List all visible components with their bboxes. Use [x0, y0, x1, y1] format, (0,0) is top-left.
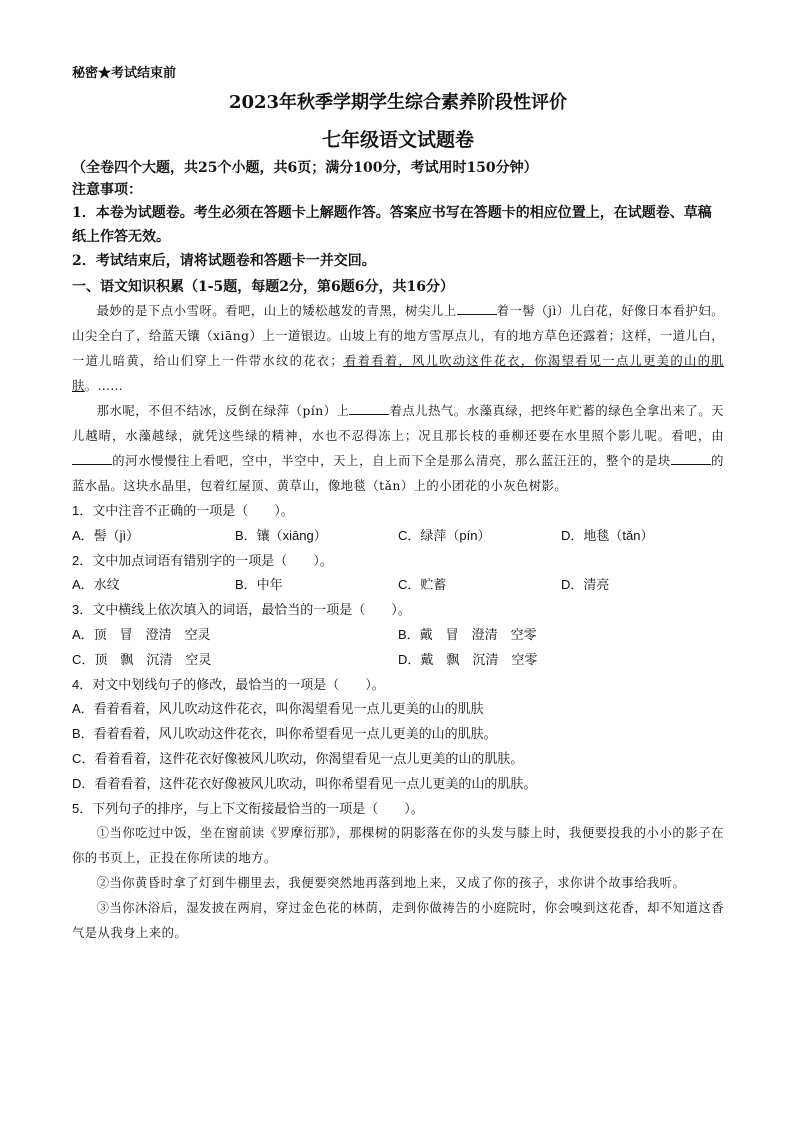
secret-label: 秘密★考试结束前 [72, 66, 177, 81]
answer-option: C．看着看着，这件花衣好像被风儿吹动，你渴望看见一点儿更美的山的肌肤。 [72, 750, 524, 766]
passage-text: 的蓝水晶。这块水晶里，包着红屋顶、黄草山，像地毯（tǎn）上的小团花的小灰色树影。 [72, 454, 724, 493]
answer-option: D．戴 飘 沉清 空零 [398, 651, 538, 667]
option-row [72, 648, 724, 673]
option-row [72, 573, 724, 598]
passage-paragraph [72, 399, 724, 499]
answer-option: B．戴 冒 澄清 空零 [398, 626, 537, 642]
passage-text: 的河水慢慢往上看吧，空中，半空中，天上，自上而下全是那么清亮，那么蓝汪汪的，整个的是块 [112, 454, 671, 468]
fill-blank [671, 452, 711, 465]
answer-option: D．地毯（tǎn） [561, 527, 654, 543]
passage-text: 着一髻（jì）儿白花，好像日本看护妇。山尖全白了，给蓝天镶（xiāng）上一道银边。山坡上有的地方雪厚点儿，有的地方草色还露着；这样，一道儿白，一道儿暗黄，给山们穿上一件带水纹的花衣； [72, 304, 724, 368]
answer-option: D．看着看着，这件花衣好像被风儿吹动，叫你希望看见一点儿更美的山的肌肤。 [72, 775, 537, 791]
option-row [72, 524, 724, 549]
answer-option: A．水纹 [72, 577, 120, 593]
answer-option: C．贮蓄 [398, 577, 447, 593]
question-stem: 2．文中加点词语有错别字的一项是（ ）。 [72, 552, 333, 568]
question-list [72, 499, 724, 821]
answer-option: B．看着看着，风儿吹动这件花衣，叫你希望看见一点儿更美的山的肌肤。 [72, 726, 497, 742]
exam-title: 2023年秋季学期学生综合素养阶段性评价 [228, 92, 568, 113]
passage-text: 着点儿热气。水藻真绿，把终年贮蓄的绿色全拿出来了。天儿越晴，水藻越绿，就凭这些绿的精神，水也不忍得冻上；况且那长枝的垂柳还要在水里照个影儿呢。看吧，由 [72, 404, 724, 443]
answer-option: A．看着看着，风儿吹动这件花衣，叫你渴望看见一点儿更美的山的肌肤 [72, 701, 484, 717]
ordering-sentence: ③当你沐浴后，湿发披在两肩，穿过金色花的林荫，走到你做祷告的小庭院时，你会嗅到这花香，却不知道这香气是从我身上来的。 [72, 901, 724, 941]
fill-blank [457, 302, 497, 315]
ordering-sentence: ①当你吃过中饭，坐在窗前读《罗摩衍那》，那棵树的阴影落在你的头发与膝上时，我便要投我的小小的影子在你的书页上，正投在你所读的地方。 [72, 826, 724, 866]
ordering-sentence: ②当你黄昏时拿了灯到牛棚里去，我便要突然地再落到地上来，又成了你的孩子，求你讲个故事给我听。 [96, 876, 686, 891]
answer-option: B．镶（xiāng） [235, 527, 327, 543]
underlined-sentence: 看着看着，风儿吹动这件花衣，你渴望看见一点儿更美的山的肌肤 [72, 354, 724, 393]
fill-blank [72, 452, 112, 465]
section-heading: 一、语文知识积累（1-5题，每题2分，第6题6分，共16分） [72, 279, 454, 295]
passage-text: 那水呢，不但不结冰，反倒在绿萍（pín）上 [96, 404, 350, 418]
question-stem: 3．文中横线上依次填入的词语，最恰当的一项是（ ）。 [72, 602, 411, 618]
exam-page [72, 62, 724, 946]
note-item: 2．考试结束后，请将试题卷和答题卡一并交回。 [72, 253, 376, 269]
question-stem: 4．对文中划线句子的修改，最恰当的一项是（ ）。 [72, 676, 385, 692]
passage-text: 最妙的是下点小雪呀。看吧，山上的矮松越发的青黑，树尖儿上 [96, 304, 457, 318]
answer-option: D．清亮 [561, 577, 610, 593]
answer-option: C．顶 飘 沉清 空灵 [72, 651, 212, 667]
answer-option: C．绿萍（pín） [398, 527, 491, 543]
notes-heading: 注意事项： [72, 182, 142, 198]
exam-info: （全卷四个大题，共25个小题，共6页；满分100分，考试用时150分钟） [72, 160, 538, 176]
answer-option: A．顶 冒 澄清 空灵 [72, 626, 211, 642]
question-stem: 5．下列句子的排序，与上下文衔接最恰当的一项是（ ）。 [72, 800, 424, 816]
note-item: 1．本卷为试题卷。考生必须在答题卡上解题作答。答案应书写在答题卡的相应位置上，在试题卷、草稿纸上作答无效。 [72, 205, 712, 245]
question-stem: 1．文中注音不正确的一项是（ ）。 [72, 503, 294, 518]
answer-option: B．中年 [235, 577, 283, 593]
fill-blank [349, 402, 389, 415]
answer-option: A．髻（jì） [72, 527, 140, 543]
exam-subtitle: 七年级语文试题卷 [321, 129, 474, 151]
sentence-list [72, 821, 724, 946]
passage-text: 。…… [84, 379, 124, 393]
passage-paragraph [72, 299, 724, 399]
option-row [72, 623, 724, 648]
